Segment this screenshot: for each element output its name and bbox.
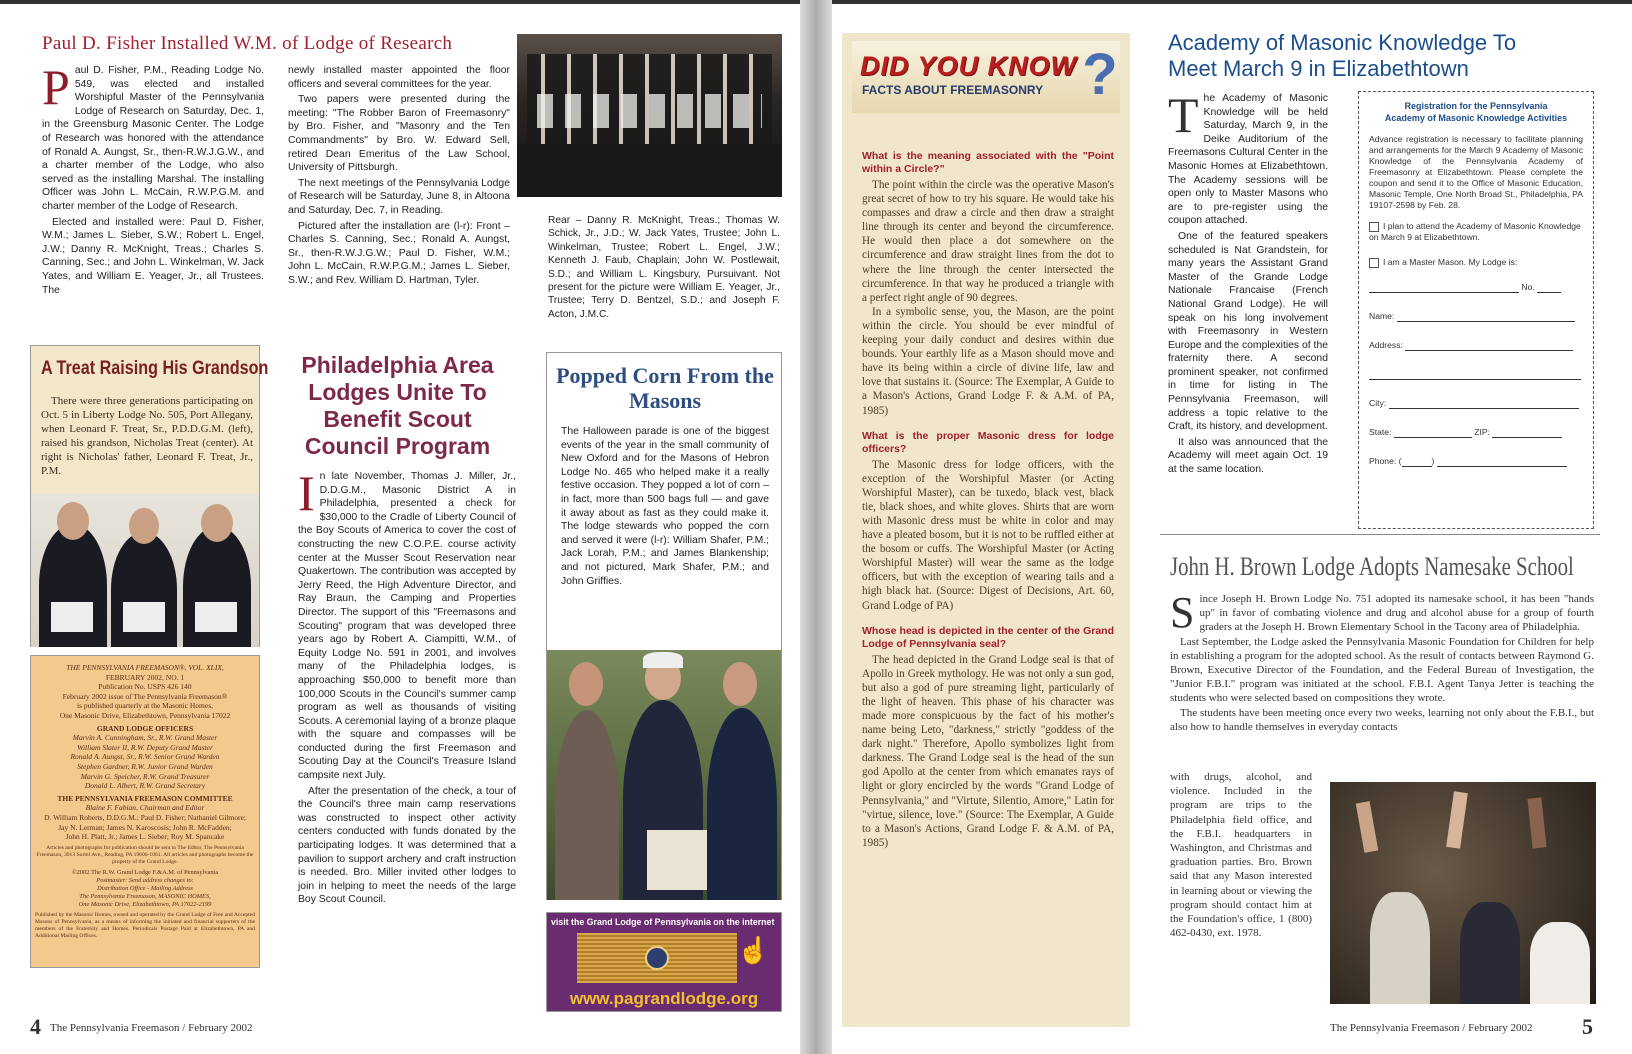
name-row: [1369, 311, 1583, 322]
academy-dropcap: T: [1168, 87, 1199, 143]
masthead-c4: John H. Platt, Jr.; James L. Sieber; Roy M. Spancake: [65, 832, 225, 842]
city-field[interactable]: [1389, 408, 1579, 409]
coupon-address: Address:: [1369, 340, 1403, 350]
phone-row: [1369, 456, 1583, 467]
masthead-f2: ©2002 The R.W. Grand Lodge F.&A.M. of Pennsylvania: [71, 868, 219, 876]
did-q3: Whose head is depicted in the center of the Grand Lodge of Pennsylvania seal?: [862, 624, 1114, 650]
right-footer: The Pennsylvania Freemason / February 2002: [1330, 1022, 1533, 1034]
coupon-check1-row: [1369, 221, 1583, 243]
did-a1-p1: The point within the circle was the operative Mason's great secret of how to try his square. He would take his compasses and draw a circle and then draw a straight line through its center and beyond the circumference. He would then place a dot somewhere on the circumference and draw straight lines from the dot to where the line through the center intersected the circumference. In that way he produced a triangle with a perfect right angle of 90 degrees.: [862, 179, 1114, 304]
masthead-c3: Jay N. Lerman; James N. Karoscosis; John R. McFadden;: [58, 822, 232, 832]
masthead-f6: One Masonic Drive, Elizabethtown, PA 17022-2199: [78, 900, 212, 908]
city-row: [1369, 398, 1583, 409]
phone-area-field[interactable]: [1402, 466, 1432, 467]
academy-body: [1168, 87, 1328, 479]
masthead-f1: Articles and photographs for publication should be sent to The Editor, The Pennsylvania Freemason, 3913 Sorrel Ave., Reading, PA 19606-1061. All articles and photographs become the property of the Grand Lodge.: [36, 844, 254, 865]
brown-p3: The students have been meeting once every two weeks, learning not only about the F.B.I., but also how to handle themselves in everyday contacts: [1170, 706, 1594, 733]
lodge-number-field[interactable]: [1537, 292, 1561, 293]
address-field-2[interactable]: [1369, 379, 1581, 380]
left-page-number: 4: [30, 1014, 41, 1039]
brown-body-top: [1170, 588, 1594, 734]
coupon-phone: Phone: (: [1369, 456, 1402, 466]
lodge-row: [1369, 282, 1583, 293]
masthead-l2: FEBRUARY 2002, NO. 1: [105, 672, 185, 682]
website-screenshot-graphic: [577, 933, 737, 983]
masthead-o1: Marvin A. Cunningham, Sr., R.W. Grand Master: [72, 733, 218, 743]
zip-field[interactable]: [1492, 437, 1562, 438]
state-field[interactable]: [1394, 437, 1472, 438]
masthead-l6: One Masonic Drive, Elizabethtown, Pennsylvania 17022: [59, 710, 231, 720]
brown-dropcap: S: [1170, 588, 1195, 637]
did-you-know-banner: [852, 41, 1120, 113]
website-ad[interactable]: [546, 912, 782, 1012]
fisher-col1-p2: Elected and installed were: Paul D. Fisher, W.M.; James L. Sieber, S.W.; Robert L. Engel, J.W.; Danny R. McKnight, Treas.; Charles S. Canning, Sec.; and John L. Winkelman, W. Jack Yates, and William E. Yeager, Jr., all Trustees. The: [42, 216, 264, 296]
fisher-col1: [42, 59, 264, 299]
phone-field[interactable]: [1437, 466, 1567, 467]
popcorn-text: The Halloween parade is one of the biggest events of the year in the small community of New Oxford and for the Masons of Hebron Lodge No. 465 who helped make it a really festive occasion. They popped a lot of corn – in fact, more than 500 bags full — and gave it away about as fast as they could make it. The lodge stewards who popped the corn and served it were (l-r): William Shafer, P.M.; Jack Lorah, P.M.; and James Blankenship; and not pictured, Mark Shafer, P.M.; and John Griffies.: [561, 426, 769, 587]
academy-p1: he Academy of Masonic Knowledge will be held Saturday, March 9, in the Deike Auditorium of the Freemasons Cultural Center in the Masonic Homes at Elizabethtown. The Academy sessions will be open only to Master Masons who are to pre-register using the coupon attached.: [1168, 93, 1328, 227]
left-footer: The Pennsylvania Freemason / February 2002: [50, 1022, 253, 1034]
did-you-know-box: [842, 33, 1130, 1027]
popcorn-photo: [547, 650, 781, 900]
fisher-col1-p1: aul D. Fisher, P.M., Reading Lodge No. 549, was elected and installed Worshipful Master of the Pennsylvania Lodge of Research on Saturday, Dec. 1, in the Greensburg Masonic Center. The Lodge of Research was honored with the attendance of Ronald A. Aungst, Sr., then-R.W.J.G.W., and a charter member of the Lodge, who also served as the installing Marshal. The installing Officer was John L. McCain, R.W.P.G.M. and charter member of the Lodge of Research.: [42, 65, 264, 212]
page-gutter: [800, 0, 832, 1054]
scout-title: Philadelphia Area Lodges Unite To Benefit Scout Council Program: [301, 352, 494, 459]
fisher-col2-p4: Pictured after the installation are (l-r): Front – Charles S. Canning, Sec.; Ronald A. Aungst, Sr., then-R.W.J.G.W.; Paul D. Fisher, W.M.; John L. McCain, R.W.P.G.M.; James L. Sieber, S.W.; and Rev. William D. Hartman, Tyler.: [288, 220, 510, 286]
brown-p2: Last September, the Lodge asked the Pennsylvania Masonic Foundation for Children for help in establishing a program for the adopted school. As the result of contacts between Raymond G. Brown, Executive Director of the Foundation, and the Federal Bureau of Investigation, the "Junior F.B.I." program was initiated at the school. F.B.I. Agent Tanya Jetter is teaching the students who were selected based on compositions they wrote.: [1170, 635, 1594, 705]
masthead-o3: Ronald A. Aungst, Sr., R.W. Senior Grand Warden: [70, 752, 220, 762]
did-you-know-title: DID YOU KNOW: [860, 51, 1078, 81]
masthead-l4: February 2002 issue of The Pennsylvania Freemason®: [62, 691, 228, 701]
fisher-col2-p3: The next meetings of the Pennsylvania Lodge of Research will be Saturday, June 8, in Altoona and Saturday, Dec. 7, in Reading.: [288, 177, 510, 216]
students-photo: [1330, 782, 1596, 1004]
scout-dropcap: I: [298, 465, 315, 521]
scout-p1: n late November, Thomas J. Miller, Jr., D.D.G.M., Masonic District A in Philadelphia, presented a check for $30,000 to the Cradle of Liberty Council of the Boy Scouts of America to cover the cost of constructing the new C.O.P.E. course activity center at the Musser Scout Reservation near Quakertown. The contribution was accepted by Jerry Reed, the High Adventure Director, and Ray Braun, the Camping and Properties Director. The support of this "Freemasons and Scouting" program that was developed three years ago by Robert A. Ciampitti, W.M., of Equity Lodge No. 591 in 2001, and involves many of the Philadelphia lodges, is approaching $50,000 to benefit more than 100,000 Scouts in the Council's summer camp program as well as thousands of visiting Scouts. A ceremonial laying of a bronze plaque with the square and compasses will be conducted during the first Freemason and Scouting Day at the Council's Treasure Island campsite next July.: [298, 471, 516, 782]
coupon-text: Advance registration is necessary to facilitate planning and arrangements for the March 9 Academy of Masonic Knowledge of the Pennsylvania Academy of Freemasonry at Elizabethtown. Please complete the coupon and send it to the Office of Masonic Education, Masonic Temple, One North Broad St., Philadelphia, PA 19107-2598 by Feb. 28.: [1369, 134, 1583, 210]
address-field[interactable]: [1405, 350, 1573, 351]
attend-checkbox[interactable]: [1369, 222, 1379, 232]
masthead-o2: William Slater II, R.W. Deputy Grand Master: [77, 742, 213, 752]
masthead-l1: THE PENNSYLVANIA FREEMASON®, VOL. XLIX,: [66, 663, 224, 672]
brown-title: John H. Brown Lodge Adopts Namesake School: [1170, 552, 1574, 581]
brown-rule: [1160, 534, 1600, 535]
masthead-l5: is published quarterly at the Masonic Homes,: [76, 701, 213, 711]
masthead-c2: D. William Roberts, D.D.G.M.; Paul D. Fisher; Nathaniel Gilmore;: [44, 812, 246, 822]
masthead-o4: Stephen Gardner, R.W. Junior Grand Warden: [77, 761, 213, 771]
address2-row: [1369, 369, 1583, 380]
scout-p2: After the presentation of the check, a tour of the Council's three main camp reservations was constructed to inspect other activity centers conducted with funds donated by the participating lodges. It was determined that a pavilion to support archery and craft instruction is needed. Bro. Miller invited other lodges to join in helping to meet the needs of the large Boy Scout Council.: [298, 785, 516, 906]
fisher-col2: [288, 64, 510, 290]
did-you-know-subtitle: FACTS ABOUT FREEMASONRY: [862, 83, 1044, 97]
coupon-city: City:: [1369, 398, 1387, 408]
registration-coupon: [1358, 91, 1594, 529]
coupon-no: No.: [1521, 282, 1535, 292]
treat-box: [30, 345, 269, 647]
fisher-dropcap: P: [42, 59, 70, 115]
website-url[interactable]: www.pagrandlodge.org: [569, 989, 759, 1008]
masthead-f4: Distribution Office - Mailing Address: [97, 884, 193, 892]
brown-p4: with drugs, alcohol, and violence. Included in the program are trips to the Philadelphia field office, and the F.B.I. headquarters in Washington, and Christmas and graduation parties. Bro. Brown said that any Mason interested in learning about or viewing the program should contact him at the Foundation's office, 1 (800) 462-0430, ext. 1978.: [1170, 771, 1312, 940]
fisher-title: Paul D. Fisher Installed W.M. of Lodge of Research: [42, 33, 453, 54]
treat-text: There were three generations participating on Oct. 5 in Liberty Lodge No. 505, Port Allegany, when Leonard F. Treat, Sr., P.D.D.G.M. (left), raised his grandson, Nicholas Treat (center). At right is Nicholas' father, Leonard F. Treat, Jr., P.M.: [41, 395, 253, 477]
hand-pointer-icon: ☝: [737, 935, 770, 965]
state-row: [1369, 427, 1583, 438]
master-mason-checkbox[interactable]: [1369, 258, 1379, 268]
address-row: [1369, 340, 1583, 351]
masthead-committee-head: THE PENNSYLVANIA FREEMASON COMMITTEE: [57, 793, 233, 803]
fisher-col2-p1: newly installed master appointed the floor officers and several committees for the year.: [288, 65, 510, 90]
masthead-o5: Marvin G. Speicher, R.W. Grand Treasurer: [80, 771, 210, 781]
coupon-check2-row: [1369, 257, 1583, 268]
question-mark-icon: ?: [1082, 42, 1118, 107]
scout-body: [298, 465, 516, 909]
academy-title: Academy of Masonic Knowledge To Meet March 9 in Elizabethtown: [1168, 30, 1517, 81]
masthead-c1: Blaine F. Fabian, Chairman and Editor: [85, 803, 205, 813]
lodge-of-research-photo: [517, 34, 782, 197]
did-a2: The Masonic dress for lodge officers, with the exception of the Worshipful Master (or Acting Worshipful Master), can be tuxedo, black vest, black tie, black shoes, and white gloves. Shirts that are worn with Masonic dress must be white in color and may have a pleated bosom, but it is not to be ruffled either at the bosom or cuffs. The Worshipful Master (or Acting Worshipful Master) will wear the same as the lodge officers, but with the exception of wearing tails and a high black hat. (Source: Digest of Decisions, Art. 60, Grand Lodge of PA): [862, 458, 1114, 612]
coupon-head1: Registration for the Pennsylvania: [1404, 101, 1548, 111]
brown-p1: ince Joseph H. Brown Lodge No. 751 adopted its namesake school, it has been "hands up" in favor of combating violence and drug and alcohol abuse for a group of fourth graders at the Joseph H. Brown Elementary School in the Tacony area of Philadelphia.: [1199, 593, 1594, 634]
coupon-phone-close: ): [1431, 456, 1435, 466]
coupon-check1: I plan to attend the Academy of Masonic Knowledge on March 9 at Elizabethtown.: [1369, 221, 1581, 242]
treat-photo: [31, 494, 259, 647]
coupon-head2: Academy of Masonic Knowledge Activities: [1384, 113, 1568, 123]
masthead-f5: The Pennsylvania Freemason, MASONIC HOMES,: [79, 892, 211, 900]
coupon-state: State:: [1369, 427, 1392, 437]
coupon-check2: I am a Master Mason. My Lodge is:: [1383, 257, 1518, 267]
masthead-f7: Published by the Masonic Homes, owned and operated by the Grand Lodge of Free and Accepted Masons of Pennsylvania, as a means of informing the initiated and financial supporters of the members of the Fraternity and Homes. Periodicals Postage Paid at Elizabethtown, PA and Additional Mailing Offices.: [35, 911, 255, 939]
did-q1: What is the meaning associated with the "Point within a Circle?": [862, 150, 1114, 175]
did-a1-p2: In a symbolic sense, you, the Mason, are the point within the circle. You should be ever mindful of keeping your daily conduct and desires within due bounds. Your earthly life as a Mason should move and have its being within a circle of divine life, law and love that sustains it. (Source: The Exemplar, A Guide to a Mason's Actions, Grand Lodge F. & A.M. of PA, 1985): [862, 305, 1114, 417]
coupon-zip: ZIP:: [1474, 427, 1491, 437]
did-q2: What is the proper Masonic dress for lodge officers?: [862, 429, 1114, 455]
masthead-f3: Postmaster: Send address changes to:: [96, 876, 194, 884]
lodge-field[interactable]: [1369, 292, 1519, 293]
did-you-know-body: [862, 138, 1114, 850]
masthead-box: [30, 655, 260, 968]
masthead-o6: Donald L. Albert, R.W. Grand Secretary: [84, 781, 206, 791]
academy-p3: It also was announced that the Academy will meet again Oct. 19 at the same location.: [1168, 436, 1328, 476]
fisher-col2-p2: Two papers were presented during the meeting: "The Robber Baron of Freemasonry" by Bro. Fisher, and "Masonry and the Ten Commandments" by Bro. W. Edward Sell, retired Dean Emeritus of the Law School, University of Pittsburgh.: [288, 94, 510, 174]
academy-p2: One of the featured speakers scheduled is Nat Grandstein, for many years the Assistant Grand Master of the Grande Lodge Nationale Francaise (French National Grand Lodge). He will speak on his long involvement with Freemasonry in Western Europe and the complexities of the fraternity there. A second prominent speaker, not confirmed in time for listing in The Pennsylvania Freemason, will address a topic relative to the Craft, its history, and development.: [1168, 230, 1328, 433]
treat-title: A Treat Raising His Grandson: [41, 358, 269, 379]
fisher-caption: Rear – Danny R. McKnight, Treas.; Thomas W. Schick, Jr., J.D.; W. Jack Yates, Trustee; John L. Winkelman, Trustee; Robert L. Engel, J.W.; Kenneth J. Faub, Chaplain; John W. Postlewait, S.D.; and William L. Kingsbury, Pursuivant. Not present for the picture were William E. Yeager, Jr., Trustee; Terry D. Bentzel, S.D.; and Joseph F. Acton, J.M.C.: [548, 215, 780, 320]
coupon-name: Name:: [1369, 311, 1395, 321]
popcorn-title: Popped Corn From the Masons: [556, 363, 774, 413]
masthead-officers-head: GRAND LODGE OFFICERS: [96, 723, 194, 733]
right-page-number: 5: [1582, 1014, 1593, 1039]
popcorn-box: [546, 352, 782, 900]
did-a3: The head depicted in the Grand Lodge seal is that of Apollo in Greek mythology. He was not only a sun god, but also a god of pure streaming light, particularly of the light of heaven. This phase of his character was made more conspicuous by the fact of his mother's name being Leto, "darkness," strictly "goddess of the dark night." Therefore, Apollo symbolizes light from darkness. The Grand Lodge seal is the head of the sun god Apollo at the center from which emanates rays of light or glory encircled by the words "Grand Lodge of Pennsylvania," and "Virtute, Silentio, Amore," Latin for "virtue, silence, love." (Source: The Exemplar, A Guide to a Mason's Actions, Grand Lodge F. & A.M. of PA, 1985): [862, 653, 1114, 849]
name-field[interactable]: [1397, 321, 1575, 322]
masthead-l3: Publication No. USPS 426 140: [98, 682, 192, 692]
website-ad-top: visit the Grand Lodge of Pennsylvania on the internet: [551, 917, 775, 927]
